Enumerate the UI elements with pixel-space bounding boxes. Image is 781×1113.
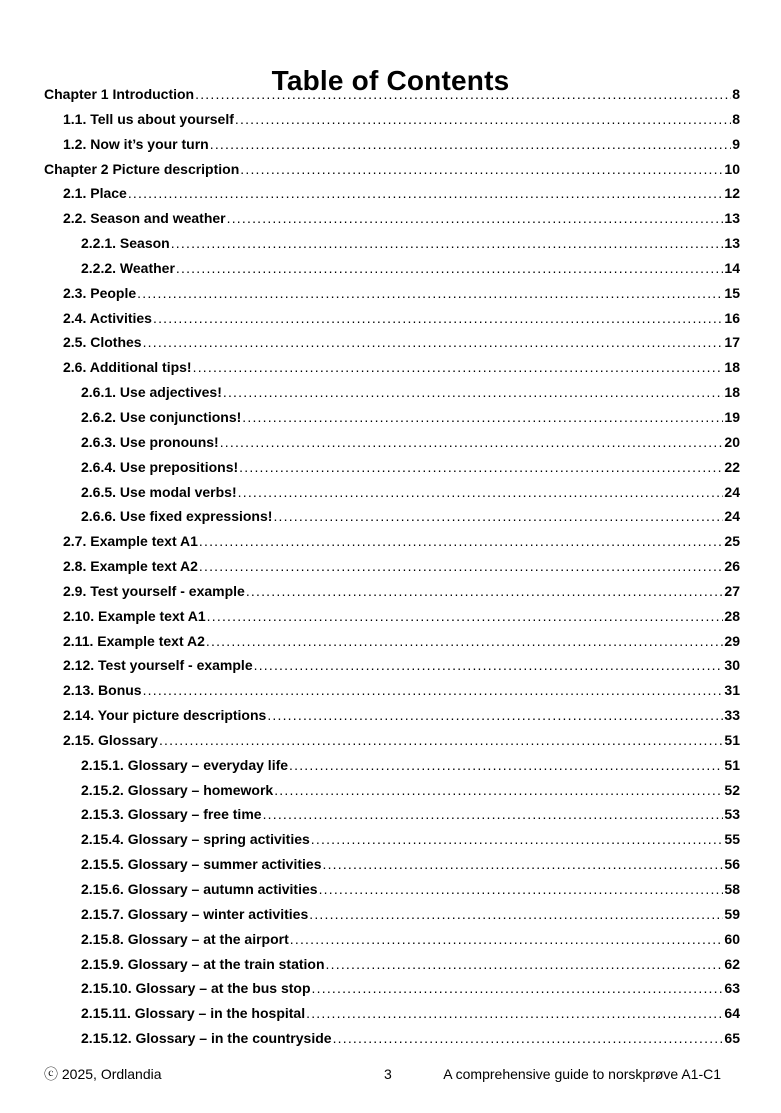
toc-entry-title: 2.15.10. Glossary – at the bus stop <box>81 980 311 997</box>
toc-entry-title: 2.15.8. Glossary – at the airport <box>81 930 289 947</box>
toc-entry-page-number: 65 <box>724 1030 740 1047</box>
toc-dot-leader <box>206 631 724 651</box>
toc-entry[interactable] <box>0 929 781 954</box>
toc-entry-page-number: 64 <box>724 1005 740 1022</box>
toc-entry[interactable] <box>0 680 781 705</box>
toc-entry[interactable] <box>0 183 781 208</box>
toc-entry[interactable] <box>0 780 781 805</box>
toc-entry[interactable] <box>0 606 781 631</box>
toc-dot-leader <box>210 134 731 154</box>
toc-entry[interactable] <box>0 382 781 407</box>
toc-entry-page-number: 30 <box>724 657 740 674</box>
toc-entry-page-number: 18 <box>724 384 740 401</box>
toc-entry-page-number: 18 <box>724 359 740 376</box>
toc-dot-leader <box>153 308 723 328</box>
toc-entry[interactable] <box>0 631 781 656</box>
toc-entry[interactable] <box>0 531 781 556</box>
toc-dot-leader <box>143 680 724 700</box>
toc-dot-leader <box>207 606 724 626</box>
toc-entry[interactable] <box>0 482 781 507</box>
toc-entry-page-number: 12 <box>724 185 740 202</box>
toc-entry-title: 2.15. Glossary <box>63 731 158 748</box>
toc-entry-title: 2.11. Example text A2 <box>63 632 205 649</box>
table-of-contents <box>0 84 781 1053</box>
toc-entry-page-number: 17 <box>724 334 740 351</box>
toc-entry[interactable] <box>0 904 781 929</box>
toc-entry-page-number: 9 <box>732 135 740 152</box>
toc-entry-title: 2.15.12. Glossary – in the countryside <box>81 1030 332 1047</box>
toc-dot-leader <box>235 109 731 129</box>
toc-entry-page-number: 29 <box>724 632 740 649</box>
toc-entry-page-number: 62 <box>724 955 740 972</box>
toc-entry-page-number: 24 <box>724 483 740 500</box>
toc-entry-title: 2.14. Your picture descriptions <box>63 707 267 724</box>
toc-entry[interactable] <box>0 84 781 109</box>
toc-entry-page-number: 58 <box>724 881 740 897</box>
toc-dot-leader <box>273 506 723 526</box>
toc-entry-page-number: 27 <box>724 582 740 599</box>
toc-dot-leader <box>312 978 724 998</box>
toc-entry[interactable] <box>0 233 781 258</box>
toc-entry-title: 1.1. Tell us about yourself <box>63 110 234 127</box>
toc-dot-leader <box>290 929 724 949</box>
toc-entry-page-number: 59 <box>724 905 740 922</box>
toc-entry-title: 2.15.4. Glossary – spring activities <box>81 831 310 848</box>
toc-entry-page-number: 8 <box>732 110 740 127</box>
toc-entry[interactable] <box>0 804 781 829</box>
toc-entry[interactable] <box>0 159 781 184</box>
toc-entry[interactable] <box>0 581 781 606</box>
toc-entry[interactable] <box>0 655 781 680</box>
toc-entry[interactable] <box>0 1003 781 1028</box>
toc-entry-title: 2.2. Season and weather <box>63 210 226 227</box>
toc-dot-leader <box>223 382 724 402</box>
toc-entry-page-number: 24 <box>724 508 740 525</box>
toc-entry-title: 2.1. Place <box>63 185 127 202</box>
toc-entry-title: 2.15.5. Glossary – summer activities <box>81 856 322 873</box>
toc-dot-leader <box>306 1003 723 1023</box>
toc-entry-page-number: 13 <box>724 210 740 227</box>
toc-entry[interactable] <box>0 109 781 134</box>
toc-entry[interactable] <box>0 308 781 333</box>
toc-entry-page-number: 16 <box>724 309 740 326</box>
toc-entry-title: 2.15.1. Glossary – everyday life <box>81 756 289 773</box>
toc-entry-title: 2.15.2. Glossary – homework <box>81 781 274 798</box>
toc-dot-leader <box>322 854 723 874</box>
toc-entry-page-number: 51 <box>724 731 740 748</box>
toc-entry-title: 2.2.2. Weather <box>81 259 175 276</box>
toc-dot-leader <box>143 332 724 352</box>
page-title: Table of Contents <box>271 64 510 96</box>
toc-entry[interactable] <box>0 954 781 979</box>
toc-entry-title: 2.8. Example text A2 <box>63 558 198 575</box>
toc-dot-leader <box>333 1028 724 1048</box>
toc-dot-leader <box>239 457 723 477</box>
toc-entry-page-number: 10 <box>724 160 740 177</box>
footer-copyright: ⓒ 2025, Ordlandia <box>44 1066 162 1082</box>
toc-dot-leader <box>159 730 723 750</box>
toc-dot-leader <box>246 581 724 601</box>
footer-page-number: 3 <box>384 1066 392 1082</box>
toc-entry-page-number: 56 <box>724 856 740 873</box>
toc-dot-leader <box>171 233 724 253</box>
toc-dot-leader <box>128 183 724 203</box>
toc-entry-title: Chapter 2 Picture description <box>44 160 240 177</box>
toc-dot-leader <box>176 258 724 278</box>
toc-entry[interactable] <box>0 829 781 854</box>
toc-entry-title: 2.9. Test yourself - example <box>63 582 245 599</box>
toc-entry-title: 2.4. Activities <box>63 309 152 326</box>
toc-entry[interactable] <box>0 978 781 1003</box>
toc-entry[interactable] <box>0 854 781 879</box>
toc-entry-title: Chapter 1 Introduction <box>44 86 195 102</box>
toc-entry[interactable] <box>0 134 781 159</box>
toc-entry-title: 2.12. Test yourself - example <box>63 657 253 674</box>
toc-entry[interactable] <box>0 208 781 233</box>
toc-entry-page-number: 22 <box>724 458 740 475</box>
toc-entry-page-number: 28 <box>724 607 740 624</box>
toc-entry-title: 2.6.3. Use pronouns! <box>81 433 219 450</box>
toc-entry-page-number: 26 <box>724 558 740 575</box>
toc-entry-page-number: 52 <box>724 781 740 798</box>
toc-entry-title: 2.6.1. Use adjectives! <box>81 384 222 401</box>
toc-dot-leader <box>289 755 723 775</box>
toc-dot-leader <box>254 655 724 675</box>
toc-entry-title: 2.6.4. Use prepositions! <box>81 458 239 475</box>
toc-dot-leader <box>319 879 724 899</box>
toc-dot-leader <box>326 954 724 974</box>
toc-entry-title: 2.6.5. Use modal verbs! <box>81 483 237 500</box>
toc-entry[interactable] <box>0 432 781 457</box>
footer-book-title: A comprehensive guide to norskprøve A1-C1 <box>443 1066 721 1082</box>
toc-entry[interactable] <box>0 755 781 780</box>
toc-entry[interactable] <box>0 879 781 904</box>
toc-entry[interactable] <box>0 283 781 308</box>
toc-entry-title: 2.6.2. Use conjunctions! <box>81 408 242 425</box>
toc-entry[interactable] <box>0 730 781 755</box>
toc-dot-leader <box>137 283 723 303</box>
toc-entry-page-number: 60 <box>724 930 740 947</box>
toc-entry-title: 2.7. Example text A1 <box>63 533 198 550</box>
toc-entry[interactable] <box>0 258 781 283</box>
toc-entry[interactable] <box>0 1028 781 1053</box>
toc-entry[interactable] <box>0 357 781 382</box>
page-footer <box>0 1064 781 1084</box>
toc-dot-leader <box>263 804 724 824</box>
toc-entry-title: 2.3. People <box>63 284 137 301</box>
toc-dot-leader <box>267 705 723 725</box>
toc-entry-title: 2.15.6. Glossary – autumn activities <box>81 881 318 897</box>
toc-entry-title: 2.6.6. Use fixed expressions! <box>81 508 273 525</box>
toc-entry[interactable] <box>0 506 781 531</box>
toc-entry-title: 2.2.1. Season <box>81 235 170 252</box>
toc-entry-page-number: 25 <box>724 533 740 550</box>
toc-entry-title: 1.2. Now it’s your turn <box>63 135 209 152</box>
toc-dot-leader <box>242 407 723 427</box>
toc-entry-page-number: 15 <box>724 284 740 301</box>
toc-entry-page-number: 14 <box>724 259 740 276</box>
toc-entry-page-number: 63 <box>724 980 740 997</box>
toc-entry-page-number: 19 <box>724 408 740 425</box>
toc-entry[interactable] <box>0 705 781 730</box>
toc-entry-page-number: 53 <box>724 806 740 823</box>
toc-dot-leader <box>199 556 724 576</box>
toc-entry-page-number: 20 <box>724 433 740 450</box>
toc-entry-title: 2.15.11. Glossary – in the hospital <box>81 1005 306 1022</box>
toc-dot-leader <box>238 482 724 502</box>
toc-entry[interactable] <box>0 332 781 357</box>
toc-entry[interactable] <box>0 457 781 482</box>
toc-dot-leader <box>193 357 724 377</box>
toc-entry-title: 2.5. Clothes <box>63 334 142 351</box>
toc-entry-page-number: 13 <box>724 235 740 252</box>
toc-entry-page-number: 55 <box>724 831 740 848</box>
toc-dot-leader <box>274 780 723 800</box>
toc-entry-title: 2.13. Bonus <box>63 682 142 699</box>
toc-entry-title: 2.15.9. Glossary – at the train station <box>81 955 325 972</box>
toc-entry[interactable] <box>0 556 781 581</box>
toc-dot-leader <box>220 432 724 452</box>
toc-entry-page-number: 51 <box>724 756 740 773</box>
toc-dot-leader <box>227 208 724 228</box>
toc-dot-leader <box>240 159 723 179</box>
toc-entry-title: 2.15.3. Glossary – free time <box>81 806 262 823</box>
toc-entry-page-number: 31 <box>724 682 740 699</box>
toc-entry[interactable] <box>0 407 781 432</box>
toc-dot-leader <box>309 904 723 924</box>
toc-entry-page-number: 33 <box>724 707 740 724</box>
toc-entry-title: 2.6. Additional tips! <box>63 359 192 376</box>
toc-entry-page-number: 8 <box>732 86 740 102</box>
toc-entry-title: 2.15.7. Glossary – winter activities <box>81 905 309 922</box>
toc-entry-title: 2.10. Example text A1 <box>63 607 206 624</box>
toc-dot-leader <box>199 531 724 551</box>
toc-dot-leader <box>311 829 724 849</box>
toc-dot-leader <box>195 84 731 104</box>
